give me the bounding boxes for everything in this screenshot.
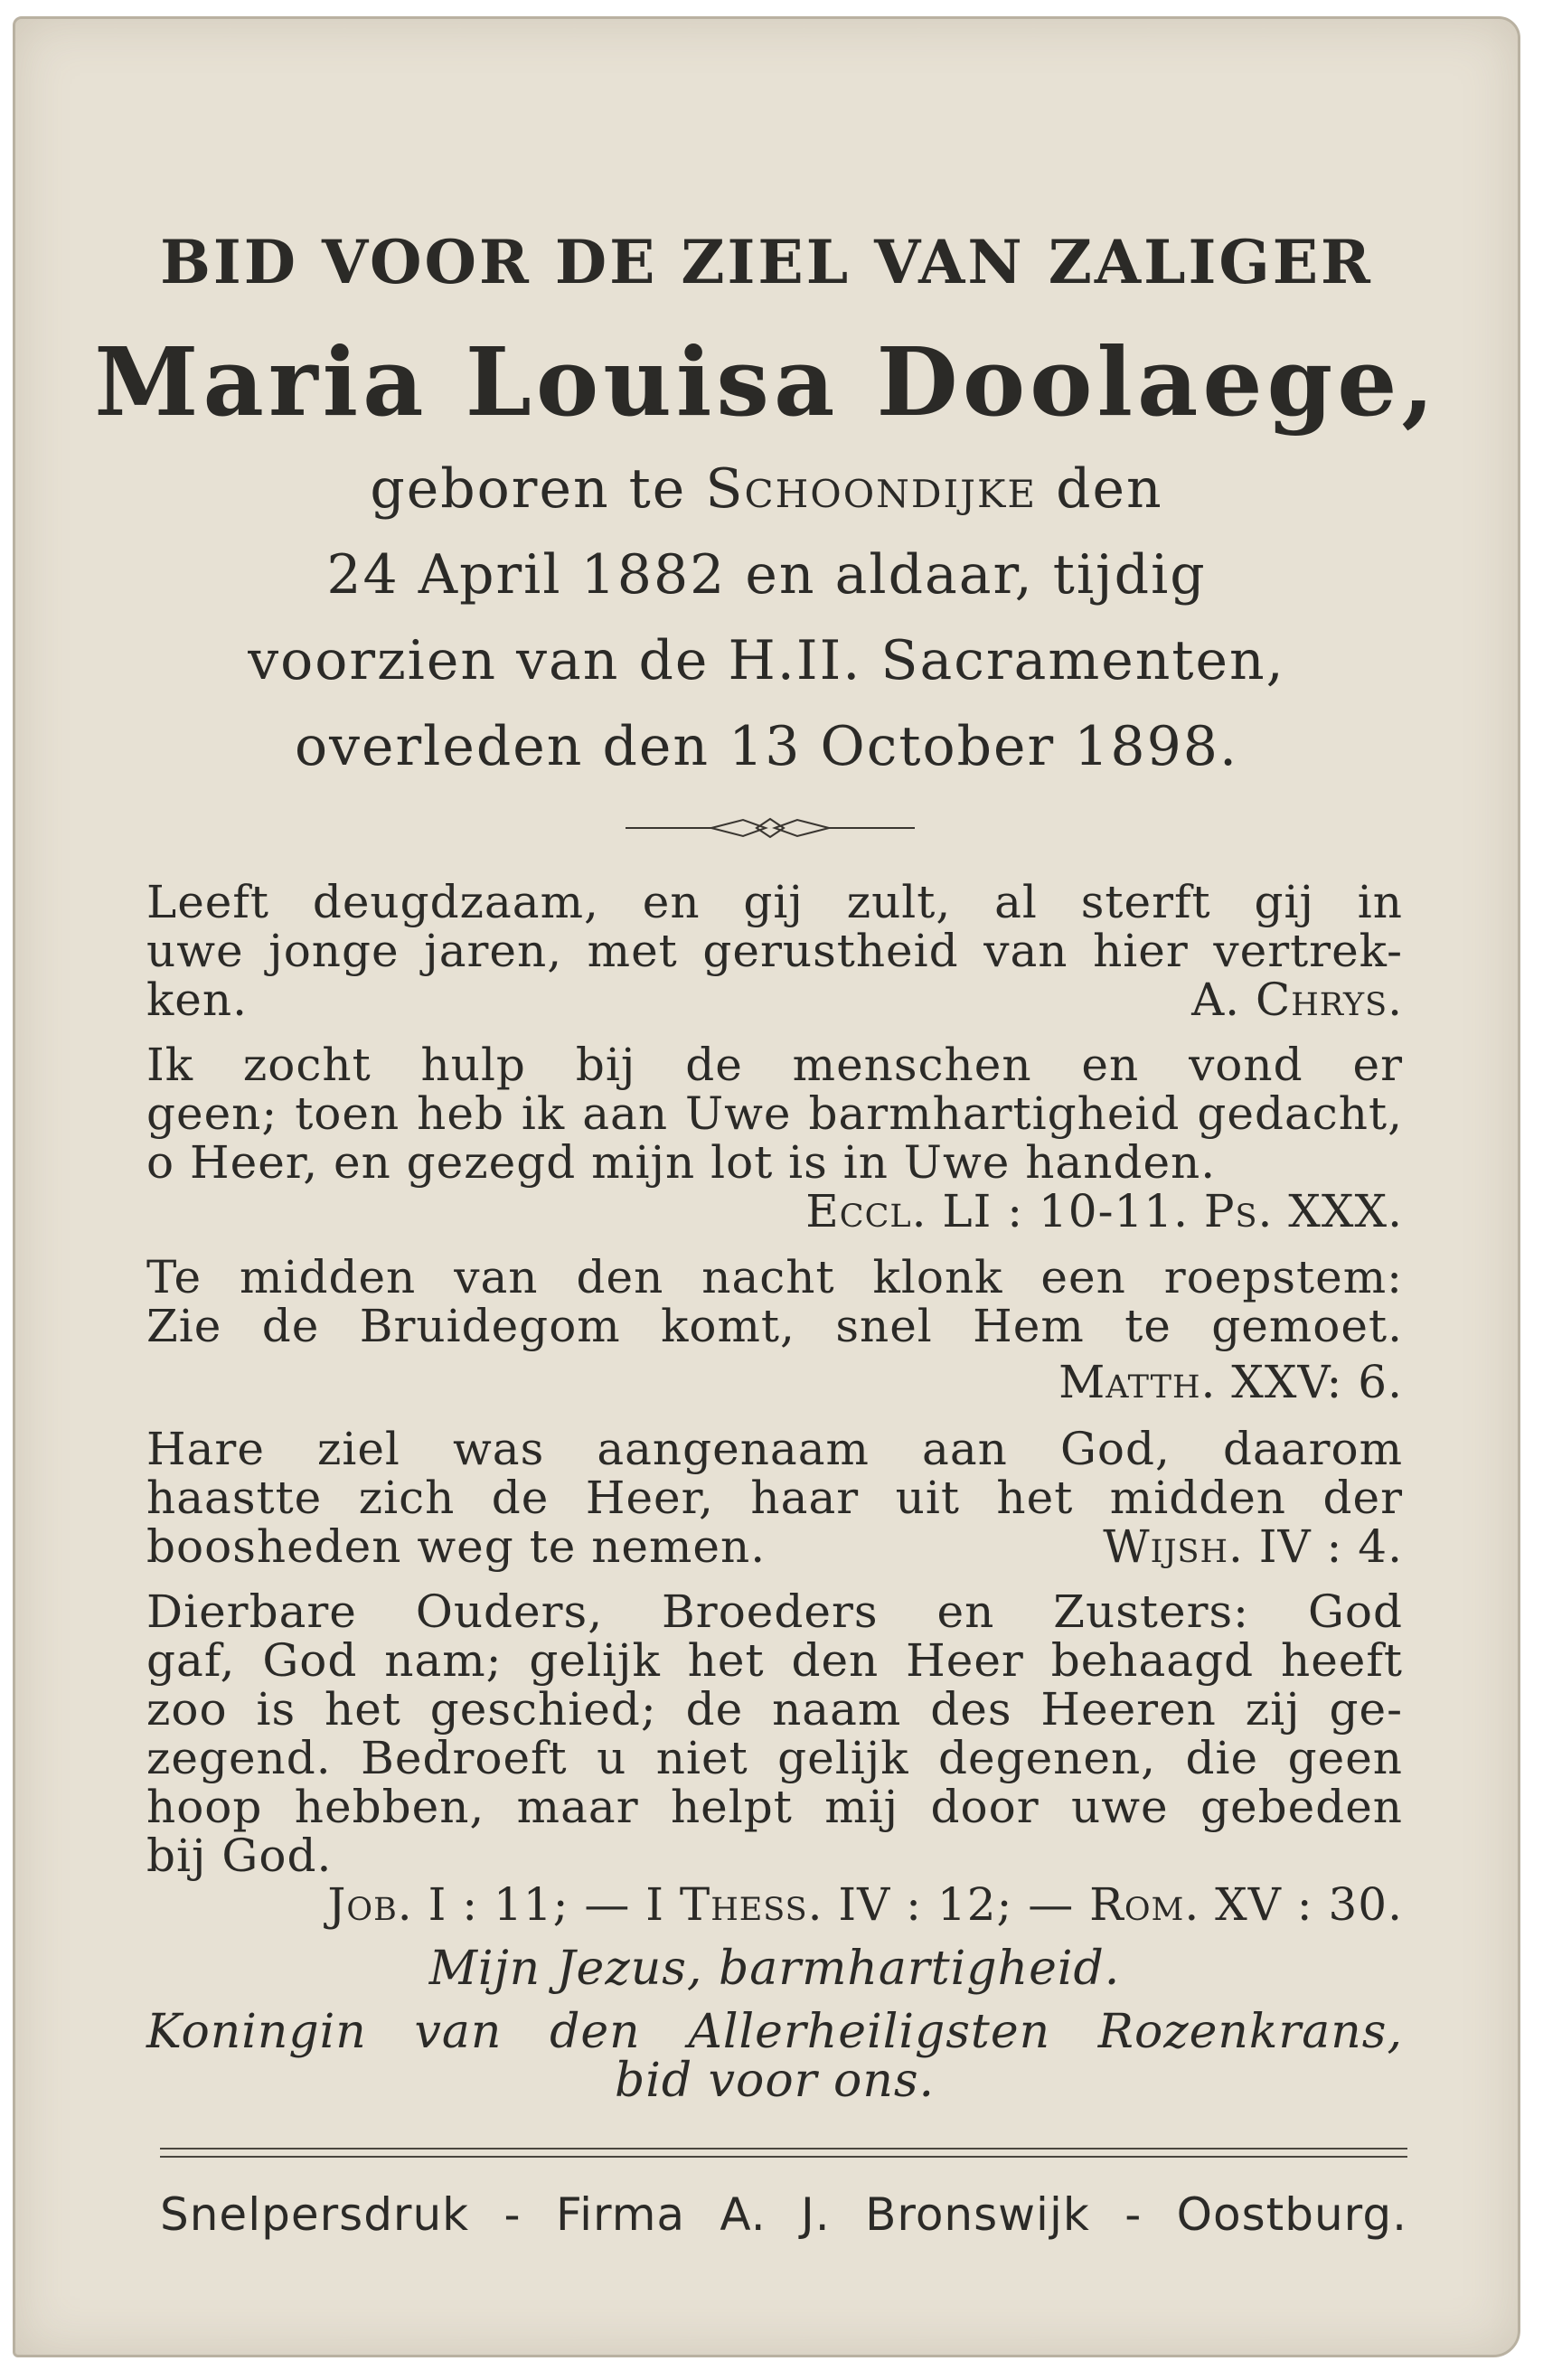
passage-line: zoo is het geschied; de naam des Heeren zij ge- xyxy=(146,1683,1403,1736)
passage-line: Leeft deugdzaam, en gij zult, al sterft gij in xyxy=(146,876,1403,928)
passage-line: gaf, God nam; gelijk het den Heer behaagd heeft xyxy=(146,1634,1403,1687)
passage-line-end: bij God. xyxy=(146,1830,333,1882)
divider-rule xyxy=(160,2156,1407,2158)
passage-line: Zie de Bruidegom komt, snel Hem te gemoet. xyxy=(146,1300,1403,1352)
passage-line: haastte zich de Heer, haar uit het midden der xyxy=(146,1472,1403,1524)
passage-chrysostom xyxy=(146,878,1403,1024)
passage-line-end: ken. xyxy=(146,974,248,1026)
passage-ecclesiasticus xyxy=(146,1040,1403,1236)
passage-last-line xyxy=(146,1522,1403,1571)
bio-line-3: voorzien van de H.II. Sacramenten, xyxy=(248,629,1285,692)
passage-line: Dierbare Ouders, Broeders en Zusters: God xyxy=(146,1585,1403,1638)
divider-rule xyxy=(160,2148,1407,2150)
prayer-rosary xyxy=(146,2005,1403,2108)
passage-last-line xyxy=(146,975,1403,1024)
passage-line: geen; toen heb ik aan Uwe barmhartigheid gedacht, xyxy=(146,1087,1403,1140)
passage-line-end: o Heer, en gezegd mijn lot is in Uwe handen. xyxy=(146,1136,1217,1189)
passage-line: zegend. Bedroeft u niet gelijk degenen, die geen xyxy=(146,1732,1403,1784)
printer-separator: - xyxy=(503,2188,522,2241)
bio-line-2: 24 April 1882 en aldaar, tijdig xyxy=(326,543,1207,607)
printer-text: Firma A. J. Bronswijk xyxy=(556,2188,1090,2241)
passage-family xyxy=(146,1587,1403,1929)
passage-line: uwe jonge jaren, met gerustheid van hier vertrek- xyxy=(146,925,1403,977)
printer-separator: - xyxy=(1124,2188,1143,2241)
citation: Eccl. LI : 10-11. Ps. XXX. xyxy=(805,1185,1403,1237)
printer-text: Oostburg. xyxy=(1176,2188,1407,2241)
passage-line: Hare ziel was aangenaam aan God, daarom xyxy=(146,1423,1403,1475)
passage-line: Te midden van den nacht klonk een roepstem: xyxy=(146,1251,1403,1303)
memorial-card xyxy=(13,16,1520,2357)
bio-line-4: overleden den 13 October 1898. xyxy=(294,715,1239,778)
passage-line-end: boosheden weg te nemen. xyxy=(146,1520,767,1573)
printer-text: Snelpersdruk xyxy=(160,2188,470,2241)
bio-line-1-text-b: den xyxy=(1056,457,1163,521)
card-heading: BID VOOR DE ZIEL VAN ZALIGER xyxy=(160,227,1373,297)
bio-line-1 xyxy=(15,457,1518,521)
citation: Matth. XXV: 6. xyxy=(1058,1356,1403,1408)
passage-line: hoop hebben, maar helpt mij door uwe gebeden xyxy=(146,1781,1403,1833)
bio-line-1-text-a: geboren te xyxy=(370,457,687,521)
flourish-ornament xyxy=(626,814,915,842)
birthplace: Schoondijke xyxy=(705,457,1038,521)
deceased-name: Maria Louisa Doolaege, xyxy=(94,326,1439,437)
printer-imprint xyxy=(160,2188,1407,2241)
citation: A. Chrys. xyxy=(1191,974,1403,1026)
passage-matthew xyxy=(146,1253,1403,1406)
citation: Wijsh. IV : 4. xyxy=(1103,1520,1403,1573)
prayer-line: bid voor ons. xyxy=(614,2054,936,2108)
prayer-mercy: Mijn Jezus, barmhartigheid. xyxy=(428,1942,1121,1996)
passage-line: Ik zocht hulp bij de menschen en vond er xyxy=(146,1039,1403,1091)
prayer-line: Koningin van den Allerheiligsten Rozenkrans, xyxy=(146,2005,1403,2059)
citation: Job. I : 11; — I Thess. IV : 12; — Rom. XV : 30. xyxy=(327,1878,1403,1931)
passage-wisdom xyxy=(146,1425,1403,1571)
